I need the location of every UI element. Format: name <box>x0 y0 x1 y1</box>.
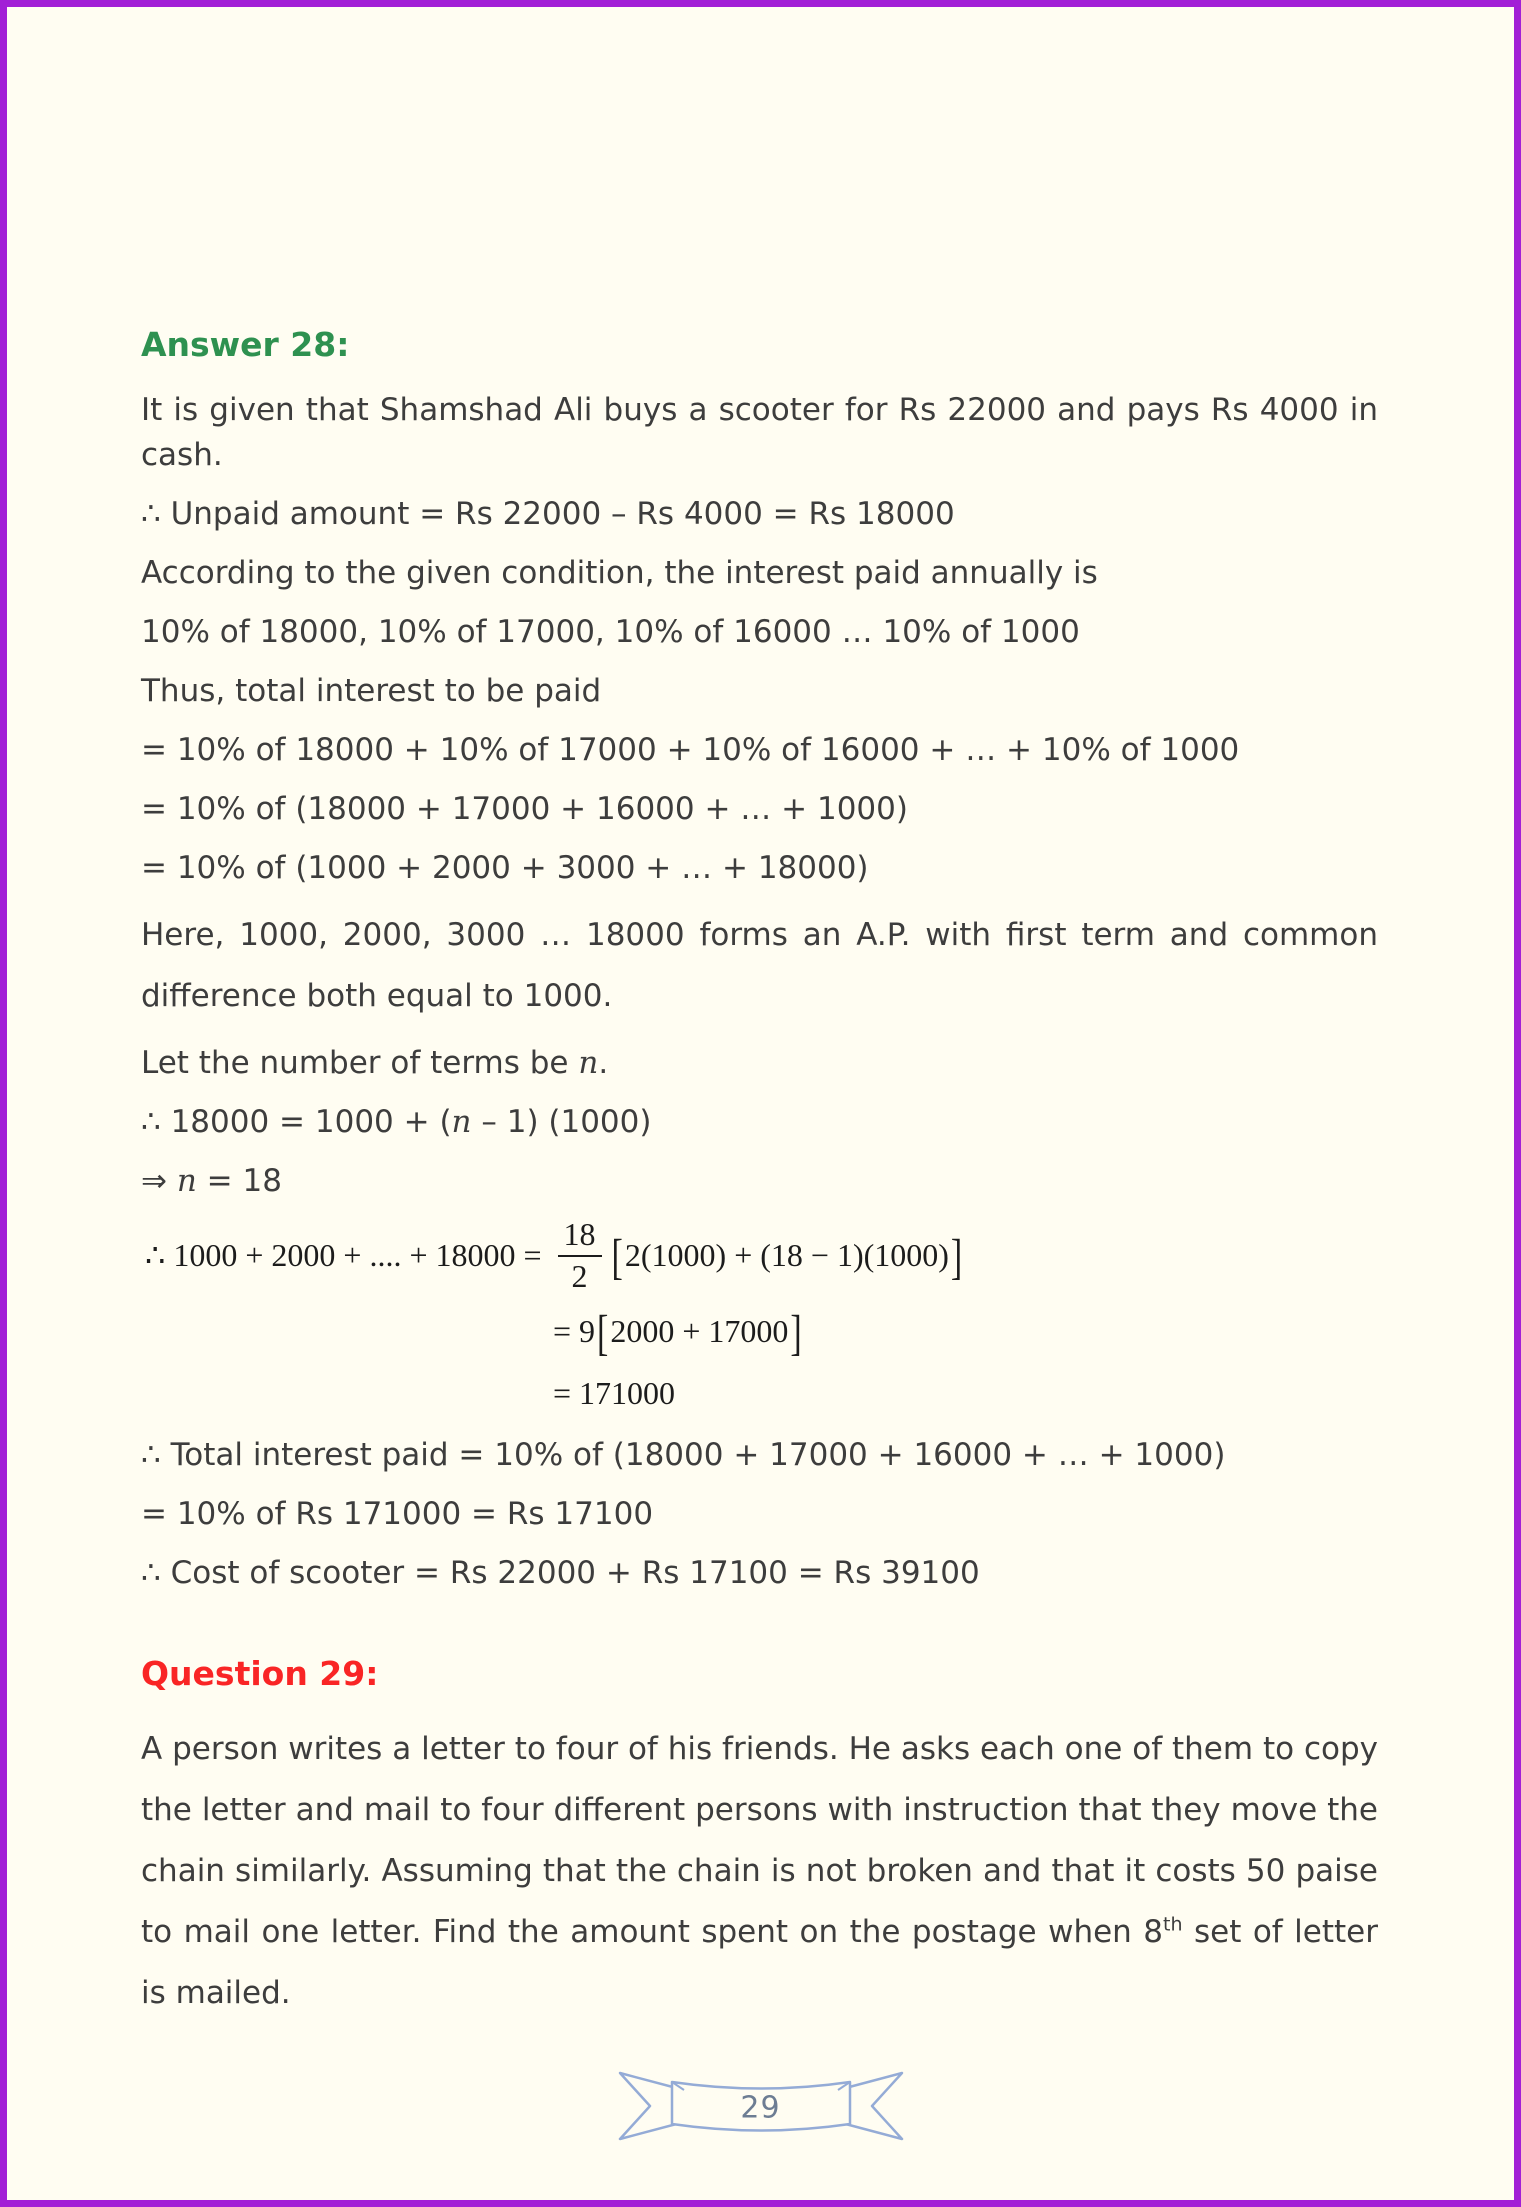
paragraph-thus: Thus, total interest to be paid <box>141 673 602 709</box>
paragraph-n-equals-18 <box>141 1159 1378 1204</box>
open-bracket: [ <box>611 1231 623 1286</box>
paragraph-intro: It is given that Shamshad Ali buys a scooter for Rs 22000 and pays Rs 4000 in cash. <box>141 392 1378 473</box>
paragraph-question-29 <box>141 1719 1378 2024</box>
paragraph-unpaid-amount: ∴ Unpaid amount = Rs 22000 – Rs 4000 = Rs 18000 <box>141 496 955 532</box>
text-segment: A person writes a letter to four of his friends. He asks each one of them to copy the letter and mail to four different persons with instruction that they move the chain similarly. Assuming that the chain is not broken and that it costs 50 paise to mail one letter. Find the amount spent on the postage when 8 <box>141 1731 1378 1951</box>
answer-28-heading: Answer 28: <box>141 325 350 364</box>
paragraph-sum-2: = 10% of (18000 + 17000 + 16000 + … + 1000) <box>141 791 908 827</box>
paragraph-number-of-terms <box>141 1041 1378 1086</box>
superscript-th: th <box>1163 1913 1183 1936</box>
equation-text: 2(1000) + (18 − 1)(1000) <box>624 1236 949 1273</box>
text-segment: = 18 <box>196 1163 282 1199</box>
variable-n: n <box>578 1045 599 1081</box>
equation-text: = 171000 <box>553 1375 676 1412</box>
text-segment: – 1) (1000) <box>471 1104 652 1140</box>
text-segment: Let the number of terms be <box>141 1045 579 1081</box>
paragraph-sum-1: = 10% of 18000 + 10% of 17000 + 10% of 16000 + … + 10% of 1000 <box>141 732 1240 768</box>
paragraph-interest-list: 10% of 18000, 10% of 17000, 10% of 16000 … 10% of 1000 <box>141 614 1080 650</box>
open-bracket: [ <box>597 1307 609 1362</box>
text-segment: set of letter is mailed. <box>141 1914 1378 2012</box>
paragraph-total-interest: ∴ Total interest paid = 10% of (18000 + 17000 + 16000 + … + 1000) <box>141 1437 1226 1474</box>
page-content <box>7 7 1514 2024</box>
fraction-denominator: 2 <box>571 1257 588 1294</box>
close-bracket: ] <box>950 1231 963 1286</box>
equation-block <box>145 1218 1378 1419</box>
close-bracket: ] <box>790 1307 802 1362</box>
equation-text: ∴ 1000 + 2000 + .... + 18000 = <box>145 1236 550 1273</box>
equation-line-2 <box>553 1305 1378 1361</box>
equation-text: = 9 <box>553 1313 596 1350</box>
equation-text: 2000 + 17000 <box>610 1313 789 1350</box>
variable-n: n <box>451 1104 472 1140</box>
text-segment: . <box>598 1045 609 1081</box>
page-footer <box>606 2064 916 2148</box>
paragraph-sum-3: = 10% of (1000 + 2000 + 3000 + … + 18000) <box>141 850 869 886</box>
page-number: 29 <box>740 2090 781 2126</box>
equation-line-3 <box>553 1367 1378 1419</box>
text-segment: ⇒ <box>141 1163 177 1199</box>
question-29-heading: Question 29: <box>141 1654 379 1694</box>
paragraph-total-interest-2: = 10% of Rs 171000 = Rs 17100 <box>141 1496 654 1533</box>
paragraph-condition: According to the given condition, the interest paid annually is <box>141 555 1098 591</box>
paragraph-cost-of-scooter: ∴ Cost of scooter = Rs 22000 + Rs 17100 = Rs 39100 <box>141 1555 980 1592</box>
text-segment: ∴ 18000 = 1000 + ( <box>141 1104 452 1140</box>
paragraph-ap-equation <box>141 1100 1378 1145</box>
variable-n: n <box>176 1163 197 1199</box>
paragraph-ap-description: Here, 1000, 2000, 3000 … 18000 forms an A.P. with first term and common difference both equal to 1000. <box>141 917 1378 1014</box>
fraction <box>558 1218 602 1293</box>
equation-line-1 <box>145 1218 1378 1299</box>
fraction-numerator: 18 <box>558 1218 602 1257</box>
